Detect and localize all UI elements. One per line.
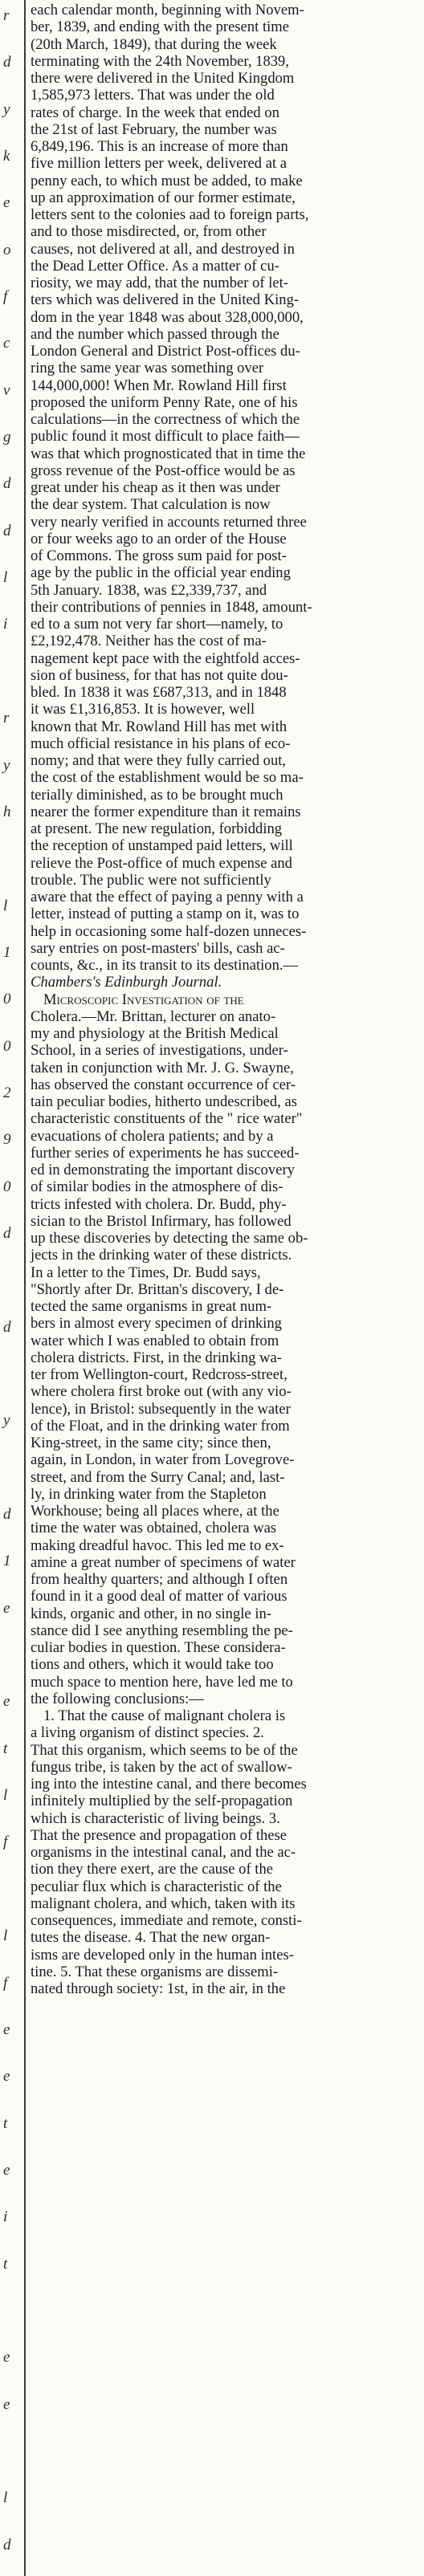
article-line: five million letters per week, delivered at a — [31, 155, 287, 173]
gutter-fragment: i — [3, 2208, 8, 2225]
article-line: lence), in Bristol: subsequently in the water — [31, 1400, 291, 1418]
gutter-fragment: l — [3, 569, 8, 586]
article-line: very nearly verified in accounts returned three — [31, 513, 307, 531]
article-line: from healthy quarters; and although I often — [31, 1571, 288, 1588]
gutter-fragment: 0 — [3, 991, 11, 1007]
article-line: riosity, we may add, that the number of let- — [31, 275, 288, 291]
article-line: terially diminished, as to be brought much — [31, 786, 283, 804]
gutter-fragment: l — [3, 897, 8, 914]
article-line: dom in the year 1848 was about 328,000,000, — [31, 308, 304, 326]
gutter-fragment: t — [3, 2115, 8, 2132]
article-line: kinds, organic and other, in no single in- — [31, 1605, 271, 1622]
article-line: aware that the effect of paying a penny with a — [31, 889, 304, 905]
article-line: tine. 5. That these organisms are dissemi- — [31, 1963, 279, 1980]
article-line: King-street, in the same city; since then, — [31, 1435, 271, 1451]
article-line: ly, in drinking water from the Stapleton — [31, 1485, 267, 1503]
gutter-fragment: t — [3, 2256, 8, 2273]
article-line: ring the same year was something over — [31, 360, 264, 377]
article-line: culiar bodies in question. These considera- — [31, 1639, 286, 1656]
article-line: That the presence and propagation of these — [31, 1826, 287, 1844]
gutter-fragment: o — [3, 242, 11, 258]
article-line: their contributions of pennies in 1848, amount- — [31, 598, 312, 616]
article-line: the dear system. That calculation is now — [31, 496, 271, 514]
article-line: penny each, to which must be added, to make — [31, 172, 303, 189]
gutter-fragment: d — [3, 523, 11, 539]
article-line: up these discoveries by detecting the same ob- — [31, 1230, 308, 1247]
gutter-fragment: 0 — [3, 1178, 11, 1195]
article-line: the reception of unstamped paid letters, will — [31, 837, 293, 855]
gutter-fragment: d — [3, 475, 11, 492]
article-line: £2,192,478. Neither has the cost of ma- — [31, 633, 267, 650]
article-line: Workhouse; being all places where, at the — [31, 1503, 279, 1520]
article-line: the 21st of last February, the number was — [31, 120, 277, 138]
article-line: and to those misdirected, or, from other — [31, 223, 267, 241]
article-line: much space to mention here, have led me to — [31, 1673, 293, 1691]
gutter-fragment: d — [3, 1506, 11, 1523]
article-line: isms are developed only in the human intes- — [31, 1946, 294, 1964]
article-line: age by the public in the official year ending — [31, 564, 291, 582]
article-line: time the water was obtained, cholera was — [31, 1520, 277, 1537]
gutter-fragment: c — [3, 335, 10, 352]
gutter-fragment: e — [3, 194, 10, 211]
gutter-fragment: e — [3, 2068, 10, 2085]
article-line: tricts infested with cholera. Dr. Budd, phy- — [31, 1195, 287, 1213]
article-line: known that Mr. Rowland Hill has met with — [31, 718, 287, 735]
article-line: infinitely multiplied by the self-propagation — [31, 1793, 293, 1810]
article-line: the cost of the establishment would be so ma- — [31, 769, 304, 787]
article-line: nomy; and that were they fully carried out, — [31, 752, 287, 769]
gutter-fragment: e — [3, 2349, 10, 2366]
article-line: ing into the intestine canal, and there becomes — [31, 1776, 307, 1793]
article-line: letter, instead of putting a stamp on it, was to — [31, 905, 300, 923]
article-column — [31, 2, 419, 1997]
article-line: my and physiology at the British Medical — [31, 1025, 279, 1042]
article-line: there were delivered in the United Kingdom — [31, 70, 295, 87]
article-line: relieve the Post-office of much expense and — [31, 854, 292, 872]
gutter-fragment: 0 — [3, 1038, 11, 1055]
article-line: a living organism of distinct species. 2. — [31, 1724, 264, 1742]
gutter-fragment: r — [3, 710, 10, 726]
article-line: nearer the former expenditure than it remains — [31, 803, 301, 820]
article-line: help in occasioning some half-dozen unneces- — [31, 922, 307, 940]
article-line: 6,849,196. This is an increase of more than — [31, 138, 288, 155]
article-line: water which I was enabled to obtain from — [31, 1332, 279, 1349]
article-line: up an approximation of our former estimate, — [31, 189, 296, 206]
article-line: amine a great number of specimens of water — [31, 1553, 296, 1571]
article-line: nated through society: 1st, in the air, in the — [31, 1980, 286, 1997]
gutter-fragment: i — [3, 616, 8, 633]
gutter-fragment: e — [3, 2021, 10, 2038]
article-line: ber, 1839, and ending with the present time — [31, 18, 289, 36]
gutter-fragment: d — [3, 1225, 11, 1242]
article-line: ter from Wellington-court, Redcross-street, — [31, 1366, 287, 1383]
article-line: of the Float, and in the drinking water from — [31, 1417, 290, 1435]
article-line: public found it most difficult to place faith— — [31, 428, 300, 446]
article-line: sary entries on post-masters' bills, cash ac- — [31, 939, 285, 957]
article-line: rates of charge. In the week that ended on — [31, 104, 279, 121]
article-line: was that which prognosticated that in time the — [31, 445, 306, 462]
article-line: sion of business, for that has not quite dou- — [31, 666, 288, 684]
article-line: causes, not delivered at all, and destroyed in — [31, 240, 295, 258]
article-line: tutes the disease. 4. That the new organ- — [31, 1929, 271, 1947]
article-line: organisms in the intestinal canal, and the ac- — [31, 1844, 296, 1861]
article-line: That this organism, which seems to be of the — [31, 1741, 298, 1759]
gutter-fragment: l — [3, 1787, 8, 1804]
article-line: gross revenue of the Post-office would be as — [31, 462, 296, 479]
article-line: proposed the uniform Penny Rate, one of his — [31, 393, 298, 411]
article-line: Chambers's Edinburgh Journal. — [31, 974, 222, 991]
gutter-fragment: 9 — [3, 1131, 11, 1148]
gutter-fragment: k — [3, 148, 10, 165]
article-line: which is characteristic of living beings. 3. — [31, 1809, 280, 1827]
article-line: or four weeks ago to an order of the House — [31, 530, 287, 547]
article-line: tions and others, which it would take too — [31, 1656, 274, 1674]
article-line: ters which was delivered in the United King- — [31, 291, 300, 309]
gutter-fragment: v — [3, 382, 10, 399]
article-line: further series of experiments he has succeed- — [31, 1144, 300, 1162]
article-line: taken in conjunction with Mr. J. G. Swayne, — [31, 1059, 294, 1076]
gutter-fragment: 1 — [3, 1553, 11, 1569]
gutter-fragment: h — [3, 804, 11, 820]
article-line: peculiar flux which is characteristic of the — [31, 1878, 282, 1895]
left-column-edge — [0, 0, 21, 2576]
article-line: 5th January. 1838, was £2,339,737, and — [31, 581, 267, 599]
article-line: it was £1,316,853. It is however, well — [31, 701, 255, 718]
article-line: In a letter to the Times, Dr. Budd says, — [31, 1264, 261, 1281]
article-line: tain peculiar bodies, hitherto undescribed, as — [31, 1093, 298, 1110]
article-line: Cholera.—Mr. Brittan, lecturer on anato- — [31, 1007, 276, 1025]
article-line: letters sent to the colonies aad to foreign parts, — [31, 206, 309, 223]
article-line: tected the same organisms in great num- — [31, 1298, 272, 1315]
article-line: sician to the Bristol Infirmary, has followed — [31, 1212, 292, 1230]
article-line: consequences, immediate and remote, consti- — [31, 1912, 302, 1929]
gutter-fragment: 2 — [3, 1085, 11, 1101]
article-line: jects in the drinking water of these districts. — [31, 1247, 292, 1264]
article-line: each calendar month, beginning with Novem- — [31, 2, 304, 18]
gutter-fragment: y — [3, 1412, 10, 1429]
gutter-fragment: l — [3, 1927, 8, 1944]
article-line: found in it a good deal of matter of various — [31, 1588, 287, 1605]
article-line: malignant cholera, and which, taken with its — [31, 1894, 296, 1912]
article-line: nagement kept pace with the eightfold acces- — [31, 649, 300, 667]
article-line: London General and District Post-offices du- — [31, 343, 300, 360]
article-line: ed in demonstrating the important discovery — [31, 1162, 295, 1178]
article-line: and the number which passed through the — [31, 325, 279, 343]
gutter-fragment: l — [3, 2489, 8, 2506]
article-line: has observed the constant occurrence of cer- — [31, 1076, 296, 1093]
article-line: calculations—in the correctness of which the — [31, 411, 300, 428]
article-line: much official resistance in his plans of eco- — [31, 735, 291, 752]
gutter-fragment: f — [3, 288, 8, 305]
gutter-fragment: f — [3, 1833, 8, 1850]
article-line: characteristic constituents of the " rice water" — [31, 1110, 303, 1128]
article-line: fungus tribe, is taken by the act of swallow- — [31, 1758, 292, 1776]
article-line: of similar bodies in the atmosphere of dis- — [31, 1178, 283, 1196]
gutter-fragment: e — [3, 2162, 10, 2179]
article-line: making dreadful havoc. This led me to ex- — [31, 1536, 284, 1554]
article-line: bled. In 1838 it was £687,313, and in 1848 — [31, 684, 287, 701]
gutter-fragment: e — [3, 1693, 10, 1710]
article-line: "Shortly after Dr. Brittan's discovery, I de- — [31, 1280, 284, 1298]
gutter-fragment: r — [3, 7, 10, 24]
article-line: ed to a sum not very far short—namely, to — [31, 616, 283, 633]
gutter-fragment: t — [3, 1740, 8, 1757]
article-line: tion they there exert, are the cause of the — [31, 1861, 274, 1878]
article-line: street, and from the Surry Canal; and, last- — [31, 1468, 285, 1486]
article-line: of Commons. The gross sum paid for post- — [31, 547, 287, 564]
gutter-fragment: e — [3, 2396, 10, 2413]
gutter-fragment: d — [3, 2537, 11, 2554]
gutter-fragment: 1 — [3, 944, 11, 961]
article-line: (20th March, 1849), that during the week — [31, 35, 277, 53]
gutter-fragment: y — [3, 757, 10, 774]
gutter-fragment: d — [3, 1319, 11, 1336]
article-line: counts, &c., in its transit to its destination.— — [31, 957, 299, 974]
article-line: bers in almost every specimen of drinking — [31, 1315, 282, 1333]
article-line: the Dead Letter Office. As a matter of cu- — [31, 257, 279, 275]
gutter-fragment: e — [3, 1600, 10, 1617]
article-line: great under his cheap as it then was under — [31, 479, 280, 496]
gutter-fragment: y — [3, 101, 10, 118]
article-line: trouble. The public were not sufficiently — [31, 871, 271, 889]
article-line: 1. That the cause of malignant cholera is — [43, 1707, 286, 1724]
article-line: where cholera first broke out (with any vio- — [31, 1383, 292, 1401]
article-line: the following conclusions:— — [31, 1690, 204, 1707]
article-line: 1,585,973 letters. That was under the old — [31, 87, 275, 104]
article-line: 144,000,000! When Mr. Rowland Hill first — [31, 376, 287, 394]
gutter-fragment: g — [3, 429, 11, 446]
column-divider-rule — [24, 0, 26, 2576]
article-line: Microscopic Investigation of the — [43, 991, 244, 1008]
article-line: evacuations of cholera patients; and by a — [31, 1127, 274, 1145]
article-line: at present. The new regulation, forbidding — [31, 820, 283, 837]
article-line: cholera districts. First, in the drinking wa- — [31, 1349, 282, 1366]
article-line: terminating with the 24th November, 1839, — [31, 52, 290, 70]
gutter-fragment: f — [3, 1975, 8, 1992]
article-line: School, in a series of investigations, under- — [31, 1042, 288, 1060]
article-line: again, in London, in water from Lovegrove- — [31, 1451, 295, 1469]
article-line: stance did I see anything resembling the pe- — [31, 1622, 293, 1639]
gutter-fragment: d — [3, 54, 11, 71]
